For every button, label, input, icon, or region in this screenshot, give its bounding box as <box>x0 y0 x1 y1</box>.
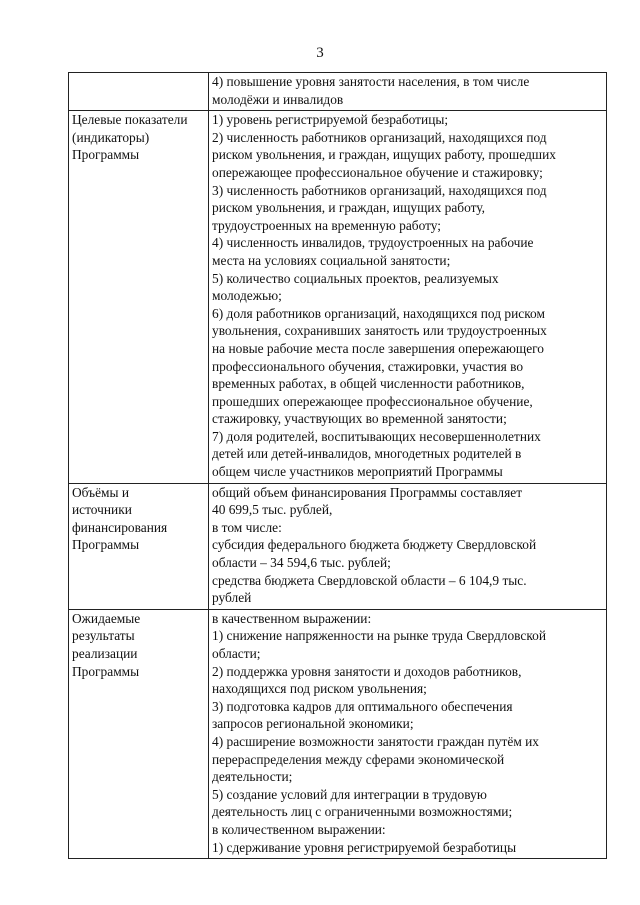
content-line: 5) создание условий для интеграции в трудовую <box>212 786 487 802</box>
content-line: 1) снижение напряженности на рынке труда Свердловской <box>212 628 547 644</box>
content-line: 1) сдерживание уровня регистрируемой безработицы <box>212 839 517 855</box>
content-line: 40 699,5 тыс. рублей, <box>212 502 333 518</box>
content-line: в том числе: <box>212 519 282 535</box>
content-line: 3) подготовка кадров для оптимального обеспечения <box>212 698 513 714</box>
content-line: области; <box>212 646 261 661</box>
content-line: прошедших опережающее профессиональное обучение, <box>212 393 533 409</box>
table-row <box>69 483 607 609</box>
table-row <box>69 73 607 111</box>
content-line: опережающее профессиональное обучение и стажировку; <box>212 164 543 180</box>
label-line: Целевые показатели <box>72 112 188 128</box>
content-line: 2) поддержка уровня занятости и доходов работников, <box>212 663 522 679</box>
content-line: находящихся под риском увольнения; <box>212 681 427 697</box>
content-line: общий объем финансирования Программы составляет <box>212 484 523 500</box>
content-line: области – 34 594,6 тыс. рублей; <box>212 555 391 571</box>
label-line: Ожидаемые <box>72 610 141 626</box>
content-line: молодёжи и инвалидов <box>212 91 344 107</box>
content-line: риском увольнения, и граждан, ищущих работу, <box>212 200 485 216</box>
row-label-cell <box>69 111 209 483</box>
label-line: Программы <box>72 663 140 679</box>
content-line: деятельности; <box>212 769 293 785</box>
content-line: места на условиях социальной занятости; <box>212 252 451 268</box>
label-line: Программы <box>72 537 140 553</box>
table-row <box>69 111 607 483</box>
label-line: реализации <box>72 646 138 661</box>
content-line: 6) доля работников организаций, находящихся под риском <box>212 305 545 321</box>
content-line: на новые рабочие места после завершения опережающего <box>212 340 544 356</box>
content-line: 3) численность работников организаций, находящихся под <box>212 182 547 198</box>
row-label-cell <box>69 609 209 858</box>
content-line: запросов региональной экономики; <box>212 716 414 732</box>
content-line: деятельность лиц с ограниченными возможностями; <box>212 804 513 820</box>
content-line: 4) расширение возможности занятости граждан путём их <box>212 733 540 749</box>
content-line: 4) численность инвалидов, трудоустроенных на рабочие <box>212 235 534 251</box>
content-line: субсидия федерального бюджета бюджету Свердловской <box>212 537 537 553</box>
label-line: Программы <box>72 147 140 163</box>
content-line: в качественном выражении: <box>212 610 372 626</box>
content-line: стажировку, участвующих во временной занятости; <box>212 411 507 427</box>
content-line: риском увольнения, и граждан, ищущих работу, прошедших <box>212 147 556 163</box>
row-content-cell <box>209 73 607 111</box>
program-passport-table <box>68 72 607 859</box>
label-line: Объёмы и <box>72 484 130 500</box>
content-line: в количественном выражении: <box>212 821 386 837</box>
label-line: (индикаторы) <box>72 129 150 145</box>
content-line: 4) повышение уровня занятости населения, в том числе <box>212 74 530 89</box>
row-label-cell <box>69 73 209 111</box>
content-line: увольнения, сохранивших занятость или трудоустроенных <box>212 323 547 339</box>
label-line: источники <box>72 502 132 518</box>
row-content-cell <box>209 483 607 609</box>
content-line: средства бюджета Свердловской области – 6 104,9 тыс. <box>212 572 527 588</box>
content-line: профессионального обучения, стажировки, участия во <box>212 358 524 374</box>
row-label-cell <box>69 483 209 609</box>
page-number: 3 <box>316 45 324 61</box>
content-line: 2) численность работников организаций, находящихся под <box>212 129 547 145</box>
content-line: временных работах, в общей численности работников, <box>212 376 525 392</box>
label-line: финансирования <box>72 519 168 535</box>
content-line: 7) доля родителей, воспитывающих несовершеннолетних <box>212 428 541 444</box>
row-content-cell <box>209 111 607 483</box>
content-line: рублей <box>212 590 252 606</box>
content-line: общем числе участников мероприятий Программы <box>212 464 503 480</box>
content-line: трудоустроенных на временную работу; <box>212 217 442 233</box>
table-row <box>69 609 607 858</box>
content-line: детей или детей-инвалидов, многодетных родителей в <box>212 446 522 462</box>
label-line: результаты <box>72 628 135 644</box>
content-line: 1) уровень регистрируемой безработицы; <box>212 112 449 128</box>
row-content-cell <box>209 609 607 858</box>
content-line: перераспределения между сферами экономической <box>212 751 505 767</box>
content-line: 5) количество социальных проектов, реализуемых <box>212 270 499 286</box>
content-line: молодежью; <box>212 288 282 304</box>
